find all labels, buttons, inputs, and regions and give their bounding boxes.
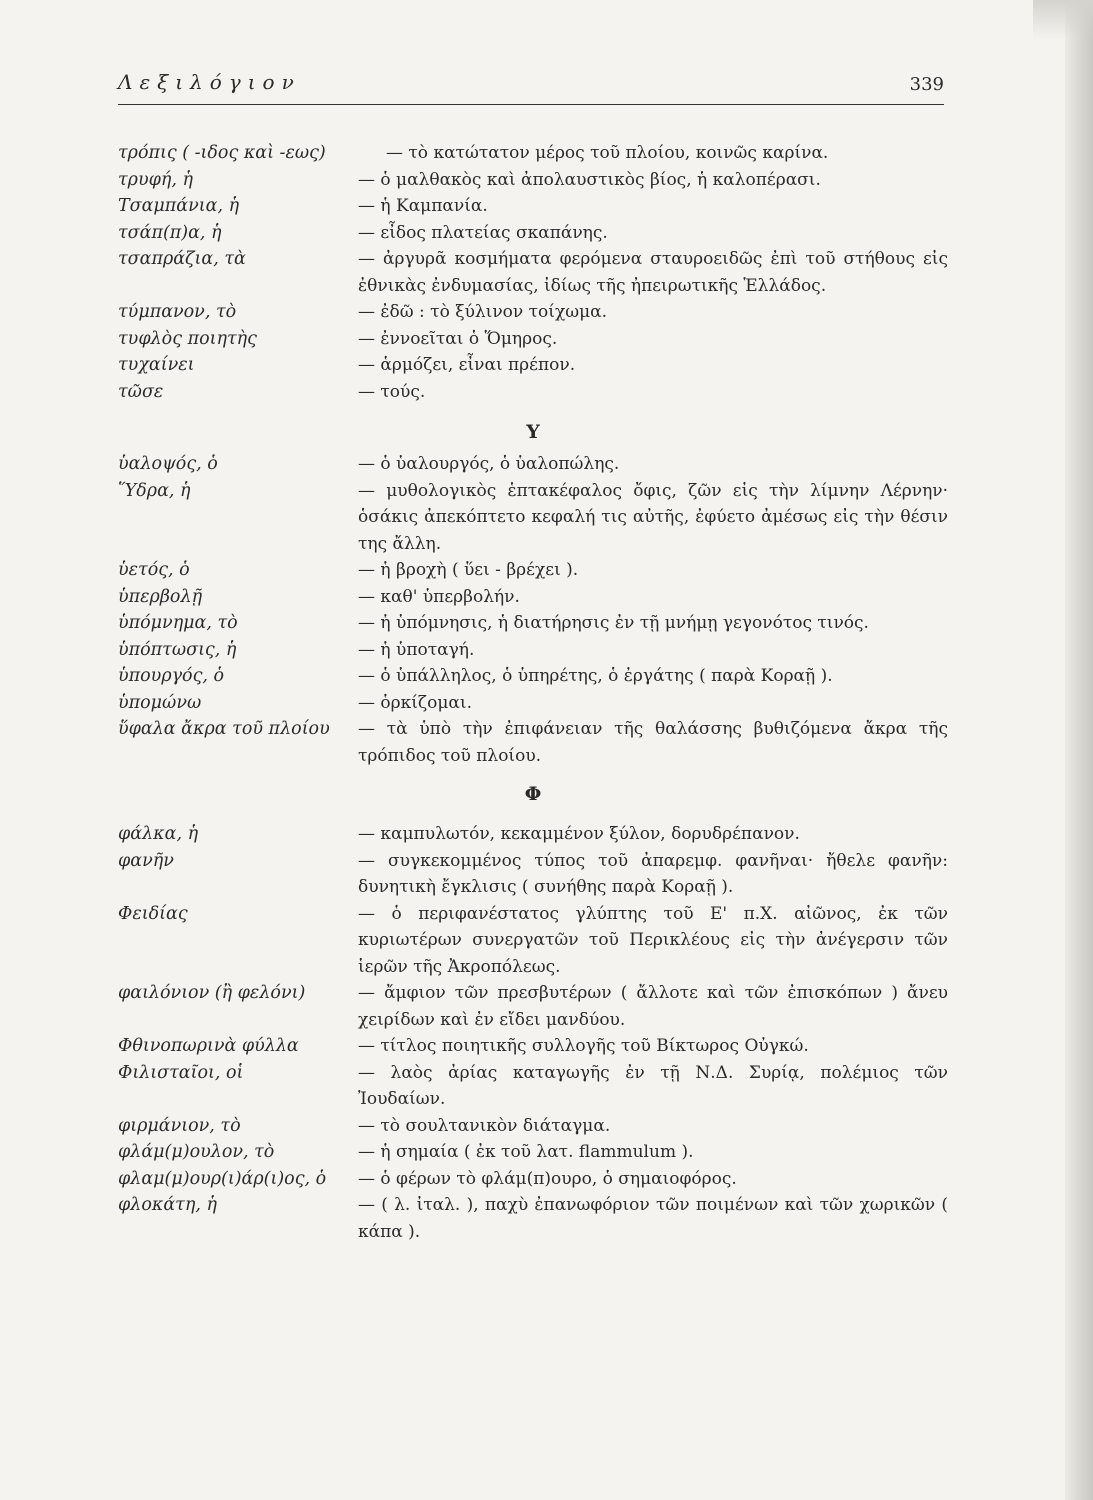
entry-term: ὑαλοψός, ὁ	[118, 454, 218, 474]
glossary-entry	[118, 1192, 948, 1245]
entry-term: φάλκα, ἡ	[118, 824, 199, 844]
entry-term: φιρμάνιον, τὸ	[118, 1115, 241, 1136]
page-corner-shadow	[1033, 0, 1093, 40]
entry-definition: — τὸ σουλτανικὸν διάταγμα.	[358, 1115, 611, 1136]
entry-definition: — ἁρμόζει, εἶναι πρέπον.	[358, 355, 576, 375]
glossary-entry	[118, 1060, 948, 1113]
entry-term: ὕφαλα ἄκρα τοῦ πλοίου	[118, 719, 330, 739]
entry-definition: — καμπυλωτόν, κεκαμμένον ξύλον, δορυδρέπανον.	[358, 824, 800, 844]
entry-definition: — ἡ ὑποταγή.	[358, 639, 475, 660]
glossary-entry	[118, 716, 948, 769]
entry-term: τρυφή, ἡ	[118, 169, 193, 190]
entry-definition: — τούς.	[358, 381, 426, 402]
glossary-entry	[118, 167, 948, 194]
glossary-entry	[118, 451, 948, 478]
entry-term: φλοκάτη, ἡ	[118, 1195, 217, 1215]
entry-definition: — ἐννοεῖται ὁ Ὅμηρος.	[358, 328, 558, 349]
glossary-entry	[118, 690, 948, 717]
entry-definition: — ὁρκίζομαι.	[358, 692, 472, 713]
glossary-entry	[118, 610, 948, 637]
section-letter-ph: Φ	[524, 783, 542, 805]
entry-definition: — ὁ φέρων τὸ φλάμ(π)ουρο, ὁ σημαιοφόρος.	[358, 1168, 737, 1189]
glossary-entry	[118, 140, 948, 167]
page-header	[118, 70, 944, 104]
glossary-entry	[118, 299, 948, 326]
entry-term: ὑπομώνω	[118, 692, 202, 713]
entry-definition: — ὁ ὑαλουργός, ὁ ὑαλοπώλης.	[358, 454, 620, 474]
header-rule	[118, 104, 944, 105]
entry-definition: — ἐδῶ : τὸ ξύλινον τοίχωμα.	[358, 302, 608, 322]
entry-term: φαιλόνιον (ἢ φελόνι)	[118, 983, 306, 1003]
glossary-entry	[118, 557, 948, 584]
glossary-entry	[118, 584, 948, 611]
entry-term: Ὕδρα, ἡ	[118, 480, 191, 501]
entry-term: ὑπερβολῇ	[118, 586, 203, 607]
glossary-entry	[118, 220, 948, 247]
glossary-entry	[118, 326, 948, 353]
entry-definition: — ὁ μαλθακὸς καὶ ἀπολαυστικὸς βίος, ἡ καλοπέρασι.	[358, 169, 821, 190]
entry-definition: — ἡ Καμπανία.	[358, 196, 488, 216]
glossary-entry	[118, 637, 948, 664]
entry-term: τυφλὸς ποιητὴς	[118, 328, 257, 349]
entry-term: τσάπ(π)α, ἡ	[118, 222, 222, 243]
entry-term: ὑετός, ὁ	[118, 560, 190, 580]
glossary-entry	[118, 1166, 948, 1193]
glossary-entry	[118, 352, 948, 379]
entry-term: ὑπουργός, ὁ	[118, 666, 225, 686]
glossary-entry	[118, 821, 948, 848]
glossary-entries	[118, 140, 948, 1245]
entry-definition: — καθ' ὑπερβολήν.	[358, 586, 520, 607]
glossary-entry	[118, 1139, 948, 1166]
glossary-entry	[118, 478, 948, 558]
entry-definition: — μυθολογικὸς ἑπτακέφαλος ὄφις, ζῶν εἰς τὴν λίμνην Λέρνην· ὁσάκις ἀπεκόπτετο κεφαλή τις αὐτῆς, ἐφύετο ἀμέσως εἰς τὴν θέσιν της ἄλλη.	[358, 480, 948, 554]
entry-definition: — τὸ κατώτατον μέρος τοῦ πλοίου, κοινῶς καρίνα.	[386, 143, 829, 163]
entry-definition: — εἶδος πλατείας σκαπάνης.	[358, 222, 608, 243]
entry-term: ὑπόπτωσις, ἡ	[118, 639, 237, 660]
glossary-entry	[118, 246, 948, 299]
entry-definition: — ἀργυρᾶ κοσμήματα φερόμενα σταυροειδῶς ἐπὶ τοῦ στήθους εἰς ἐθνικὰς ἐνδυμασίας, ἰδίως τῆς ἠπειρωτικῆς Ἑλλάδος.	[358, 249, 948, 296]
entry-term: τυχαίνει	[118, 355, 195, 375]
entry-term: φλάμ(μ)ουλον, τὸ	[118, 1142, 275, 1162]
glossary-entry	[118, 848, 948, 901]
entry-definition: — ἡ σημαία ( ἐκ τοῦ λατ. flammulum ).	[358, 1142, 694, 1162]
entry-definition: — ὁ περιφανέστατος γλύπτης τοῦ Ε' π.Χ. αἰῶνος, ἐκ τῶν κυριωτέρων συνεργατῶν τοῦ Περικλέους εἰς τὴν ἀνέγερσιν τῶν ἱερῶν τῆς Ἀκροπόλεως.	[358, 903, 948, 977]
glossary-entry	[118, 1113, 948, 1140]
glossary-entry	[118, 901, 948, 981]
page-number: 339	[909, 74, 944, 95]
glossary-entry	[118, 193, 948, 220]
glossary-entry	[118, 663, 948, 690]
glossary-entry	[118, 1033, 948, 1060]
entry-term: Φθινοπωρινὰ φύλλα	[118, 1036, 299, 1056]
entry-definition: — συγκεκομμένος τύπος τοῦ ἀπαρεμφ. φανῆναι· ἤθελε φανῆν: δυνητικὴ ἔγκλισις ( συνήθης παρὰ Κοραῇ ).	[358, 850, 948, 897]
entry-definition: — ἡ ὑπόμνησις, ἡ διατήρησις ἐν τῇ μνήμῃ γεγονότος τινός.	[358, 613, 869, 633]
entry-term: τρόπις ( -ιδος καὶ -εως)	[118, 143, 326, 163]
entry-term: τύμπανον, τὸ	[118, 302, 237, 322]
entry-definition: — τὰ ὑπὸ τὴν ἐπιφάνειαν τῆς θαλάσσης βυθιζόμενα ἄκρα τῆς τρόπιδος τοῦ πλοίου.	[358, 719, 948, 766]
entry-term: Φειδίας	[118, 903, 188, 924]
entry-term: Φιλισταῖοι, οἱ	[118, 1062, 244, 1083]
section-letter-y: Υ	[526, 421, 540, 443]
entry-term: τῶσε	[118, 381, 164, 402]
entry-term: φανῆν	[118, 850, 174, 871]
entry-term: Τσαμπάνια, ἡ	[118, 196, 240, 216]
glossary-entry	[118, 980, 948, 1033]
entry-definition: — ἡ βροχὴ ( ὕει - βρέχει ).	[358, 560, 579, 580]
running-title: Λεξιλόγιον	[118, 70, 301, 94]
entry-definition: — ὁ ὑπάλληλος, ὁ ὑπηρέτης, ὁ ἐργάτης ( παρὰ Κοραῇ ).	[358, 666, 833, 686]
entry-definition: — τίτλος ποιητικῆς συλλογῆς τοῦ Βίκτωρος Οὐγκώ.	[358, 1036, 809, 1056]
entry-term: φλαμ(μ)ουρ(ι)άρ(ι)ος, ὁ	[118, 1168, 327, 1189]
glossary-entry	[118, 379, 948, 406]
entry-definition: — λαὸς ἀρίας καταγωγῆς ἐν τῇ Ν.Δ. Συρίᾳ, πολέμιος τῶν Ἰουδαίων.	[358, 1062, 948, 1109]
entry-term: τσαπράζια, τὰ	[118, 249, 246, 269]
entry-definition: — ( λ. ἰταλ. ), παχὺ ἐπανωφόριον τῶν ποιμένων καὶ τῶν χωρικῶν ( κάπα ).	[358, 1195, 948, 1242]
page-edge-shadow	[1065, 0, 1093, 1500]
entry-definition: — ἄμφιον τῶν πρεσβυτέρων ( ἄλλοτε καὶ τῶν ἐπισκόπων ) ἄνευ χειρίδων καὶ ἐν εἴδει μανδύου.	[358, 983, 948, 1030]
entry-term: ὑπόμνημα, τὸ	[118, 613, 238, 633]
